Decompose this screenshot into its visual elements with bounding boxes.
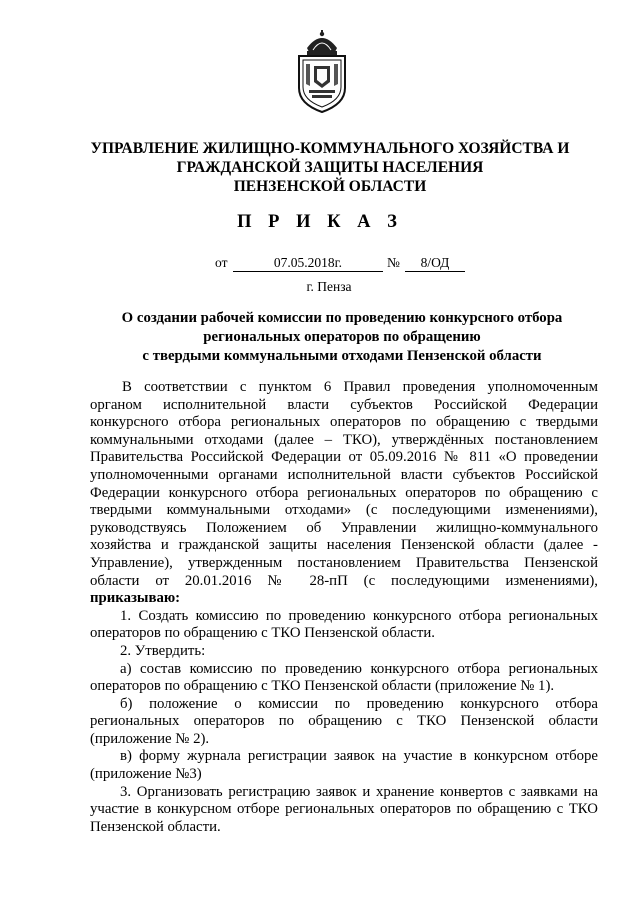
item-1-line: операторов по обращению с ТКО Пензенской области. xyxy=(90,625,435,642)
item-1-line: 1. Создать комиссию по проведению конкурсного отбора региональных xyxy=(120,607,598,624)
organization-line-3: ПЕНЗЕНСКОЙ ОБЛАСТИ xyxy=(233,178,427,195)
order-date: 07.05.2018г. xyxy=(233,255,383,272)
item-2c-line: (приложение №3) xyxy=(90,766,202,783)
body-line: коммунальными отходами (далее – ТКО), утверждённых постановлением xyxy=(90,431,598,448)
body-line: твердыми коммунальными отходами» (с последующими изменениями), xyxy=(90,502,598,519)
order-number: 8/ОД xyxy=(405,255,465,272)
item-2: 2. Утвердить: xyxy=(120,642,206,659)
body-line: В соответствии с пунктом 6 Правил проведения уполномоченным xyxy=(122,379,598,395)
coat-of-arms-emblem xyxy=(294,30,350,114)
item-2b-line: региональных операторов по обращению с ТКО Пензенской области xyxy=(90,713,598,730)
item-2c-line: в) форму журнала регистрации заявок на участие в конкурсном отборе xyxy=(120,748,598,765)
item-3-line: 3. Организовать регистрацию заявок и хранение конвертов с заявками на xyxy=(120,783,598,800)
order-subject xyxy=(92,309,592,366)
order-date-number-line xyxy=(0,255,640,275)
body-line: области от 20.01.2016 № 28-пП (с последующими изменениями), xyxy=(90,572,598,589)
organization-line-2: ГРАЖДАНСКОЙ ЗАЩИТЫ НАСЕЛЕНИЯ xyxy=(176,159,484,176)
body-line: органом исполнительной власти субъектов Российской Федерации xyxy=(90,396,598,413)
item-2b-line: (приложение № 2). xyxy=(90,730,210,747)
item-3-line: участие в конкурсном отборе региональных операторов по обращению с ТКО xyxy=(90,801,598,818)
subject-line-1: О создании рабочей комиссии по проведению конкурсного отбора xyxy=(121,310,563,326)
body-line: хозяйства и гражданской защиты населения Пензенской области (далее - xyxy=(90,537,598,554)
date-prefix: от xyxy=(215,255,228,270)
body-line: уполномоченными органами исполнительной власти субъектов Российской xyxy=(90,466,598,483)
body-line: Федерации конкурсного отбора региональных операторов по обращению с xyxy=(90,484,598,501)
organization-line-1: УПРАВЛЕНИЕ ЖИЛИЩНО-КОММУНАЛЬНОГО ХОЗЯЙСТВА И xyxy=(90,140,570,157)
body-line: руководствуясь Положением об Управлении жилищно-коммунального xyxy=(90,519,598,536)
body-line: конкурсного отбора региональных операторов по обращению с твердыми xyxy=(90,414,598,431)
organization-header xyxy=(60,139,600,196)
body-line: Правительства Российской Федерации от 05.09.2016 № 811 «О проведении xyxy=(90,449,598,466)
number-prefix: № xyxy=(387,255,400,270)
item-2b-line: б) положение о комиссии по проведению конкурсного отбора xyxy=(120,695,598,712)
item-2a-line: операторов по обращению с ТКО Пензенской области (приложение № 1). xyxy=(90,678,555,695)
decree-word: приказываю: xyxy=(90,590,181,607)
city: г. Пенза xyxy=(306,279,352,294)
subject-line-3: с твердыми коммунальными отходами Пензенской области xyxy=(142,348,542,364)
item-3-line: Пензенской области. xyxy=(90,818,221,835)
body-line: Управление), утвержденным постановлением Правительства Пензенской xyxy=(90,554,598,571)
order-body xyxy=(90,379,598,836)
subject-line-2: региональных операторов по обращению xyxy=(203,329,481,345)
document-type-title: П Р И К А З xyxy=(237,212,403,232)
item-2a-line: а) состав комиссию по проведению конкурсного отбора региональных xyxy=(120,660,598,677)
